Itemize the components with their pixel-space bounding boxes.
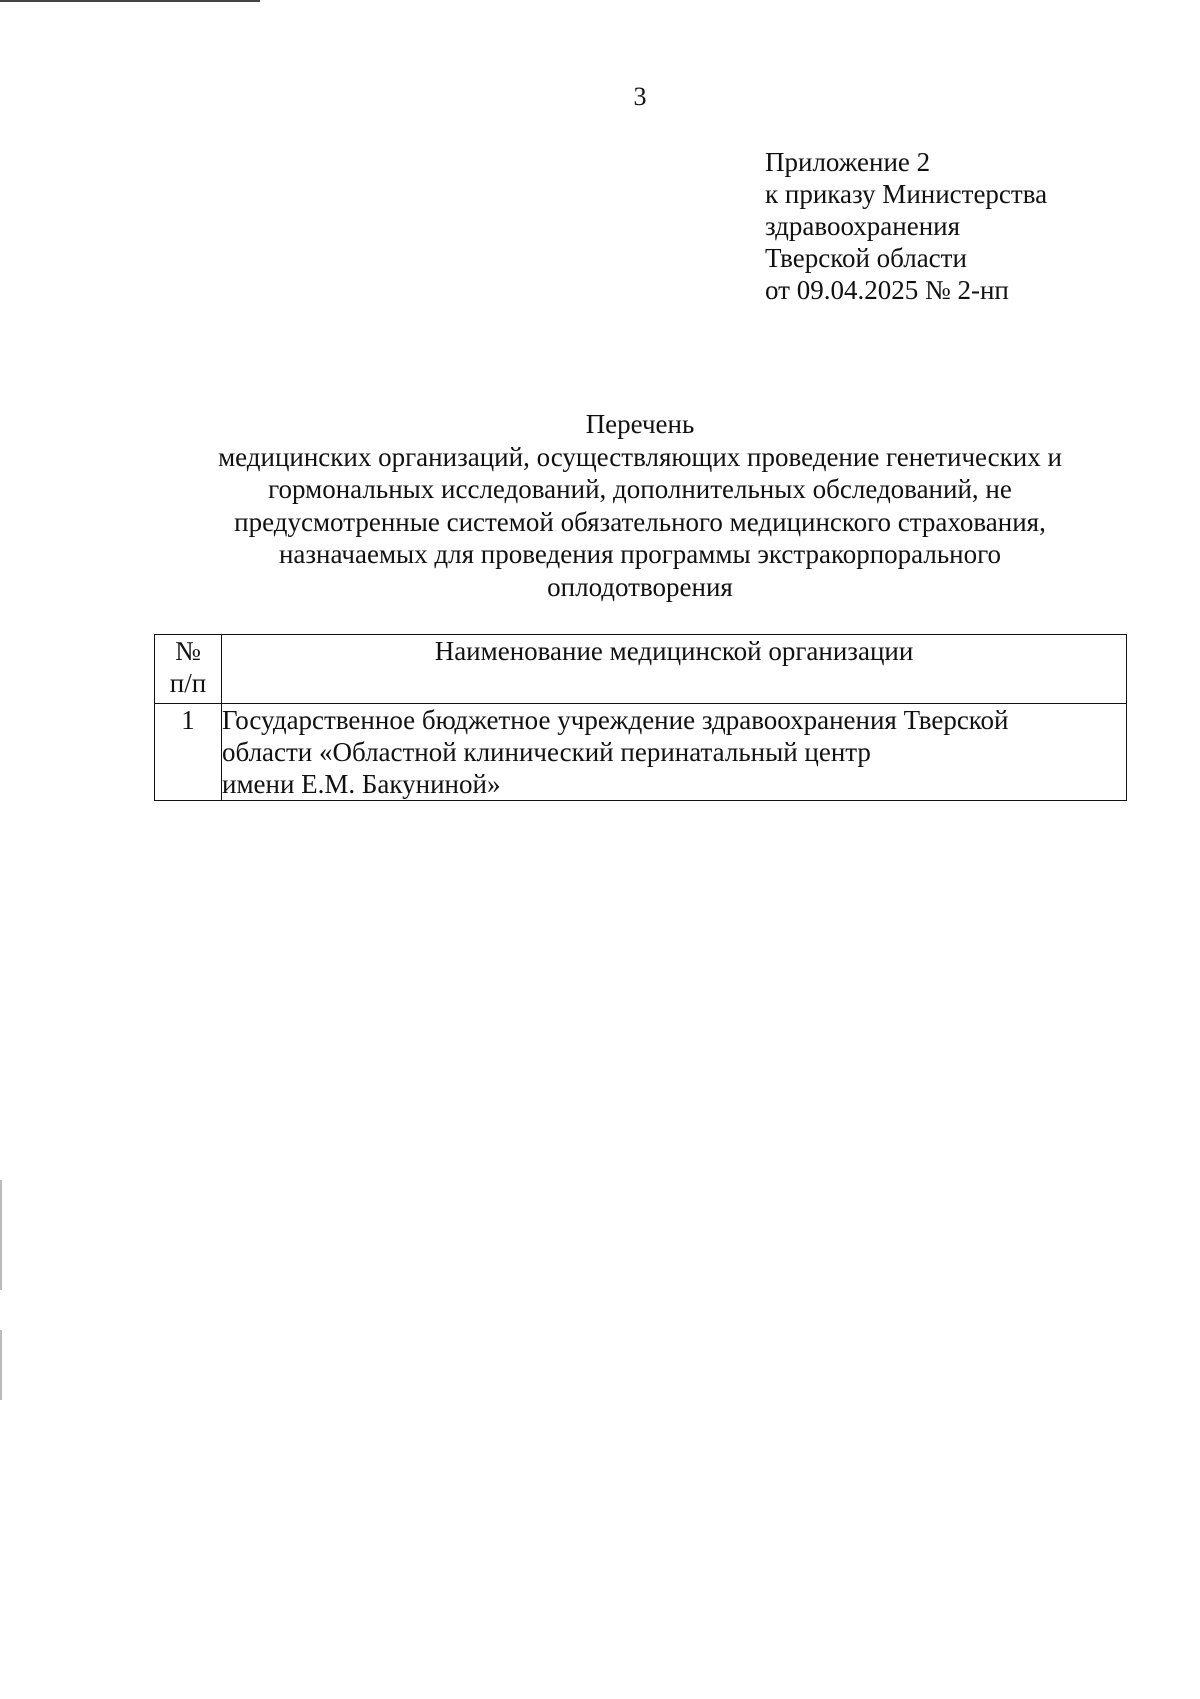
appendix-reference [765,146,1047,306]
header-text: № [175,636,201,666]
organization-name-line: области «Областной клинический перинатальный центр [222,737,871,767]
table-row [155,704,1127,801]
scan-edge-line [0,0,260,2]
appendix-line: здравоохранения [765,211,961,241]
organization-name-line: имени Е.М. Бакуниной» [222,769,501,799]
table-header-row [155,635,1127,704]
header-text: п/п [169,668,207,698]
organization-name-line: Государственное бюджетное учреждение здравоохранения Тверской [222,705,1009,735]
name-column-header: Наименование медицинской организации [222,635,1127,704]
title-line: оплодотворения [547,571,733,602]
title-heading: Перечень [585,409,695,439]
appendix-line: Приложение 2 [765,147,931,177]
title-line: медицинских организаций, осуществляющих проведение генетических и [218,441,1062,472]
title-line: гормональных исследований, дополнительных обследований, не [268,474,1012,504]
scan-edge-marks [0,0,4,1699]
title-line: назначаемых для проведения программы экстракорпорального [278,539,1002,569]
appendix-line: от 09.04.2025 № 2-нп [765,275,1009,305]
title-line: предусмотренные системой обязательного медицинского страхования, [234,506,1046,537]
number-column-header [155,635,222,704]
organization-name-cell [222,704,1127,801]
appendix-line: Тверской области [765,243,967,273]
row-number-cell: 1 [155,704,222,801]
appendix-line: к приказу Министерства [765,179,1048,209]
organizations-table [154,634,1127,801]
page-number: 3 [633,82,647,111]
document-title [150,408,1130,603]
